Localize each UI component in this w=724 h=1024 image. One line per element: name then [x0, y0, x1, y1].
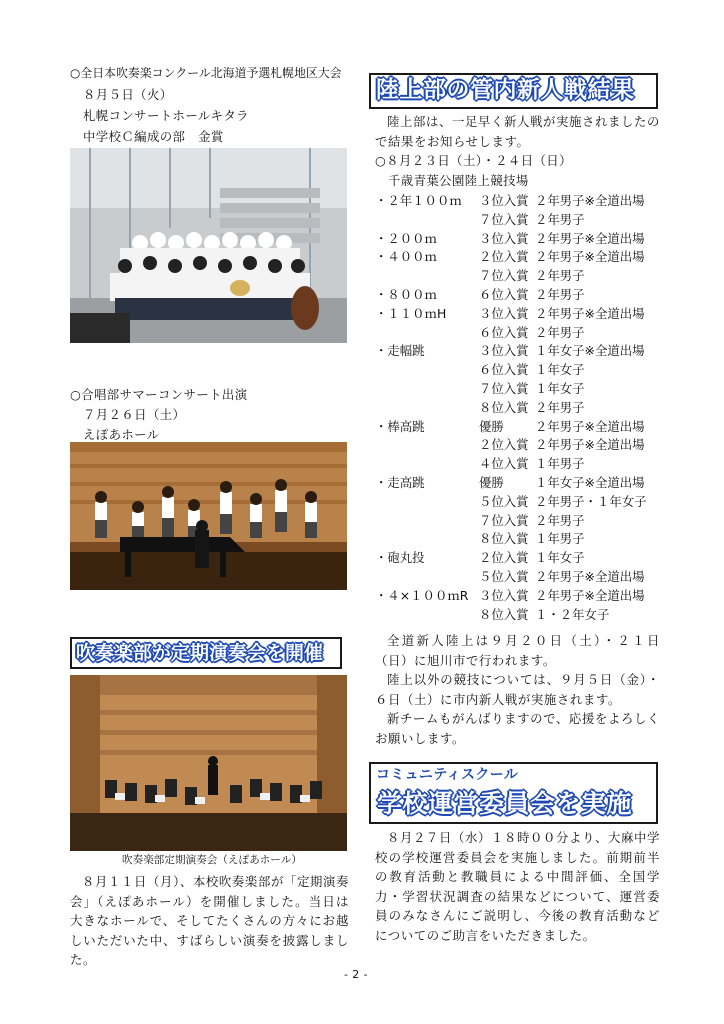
- result-detail: １年女子: [535, 550, 585, 566]
- concert-date: ８月５日（火）: [83, 87, 173, 102]
- result-detail: ２年男子: [535, 287, 585, 302]
- result-detail: １年女子※全道出場: [535, 343, 645, 359]
- result-detail: ２年男子※全道出場: [535, 230, 645, 246]
- result-rank: 優勝: [479, 418, 504, 434]
- band-photo-caption: 吹奏楽部定期演奏会（えぽあホール）: [122, 854, 302, 866]
- result-event: ・砲丸投: [375, 550, 425, 566]
- result-detail: １年男子: [535, 456, 585, 472]
- track-date: ○８月２３日（土）・２４日（日）: [375, 153, 572, 168]
- result-event: ・１１０ｍH: [375, 305, 447, 321]
- choir-stage-photo: [70, 442, 347, 590]
- track-para-1: 全道新人陸上は９月２０日（土）・２１日（日）に旭川市で行われます。: [375, 633, 660, 668]
- concert-venue: 札幌コンサートホールキタラ: [83, 108, 249, 123]
- track-intro: 陸上部は、一足早く新人戦が実施されましたので結果をお知らせします。: [375, 114, 660, 149]
- band-concert-photo: [70, 675, 347, 851]
- track-heading: 陸上部の管内新人戦結果: [376, 77, 635, 103]
- result-detail: ２年男子※全道出場: [535, 587, 645, 603]
- result-rank: ３位入賞: [479, 587, 529, 603]
- band-concert-paragraph: ８月１１日（月）、本校吹奏楽部が「定期演奏会」（えぽあホール）を開催しました。当日は大きなホールで、そしてたくさんの方々にお越しいただいた中、すばらしい演奏を披露しました。: [70, 874, 349, 967]
- result-detail: ２年男子※全道出場: [535, 249, 645, 265]
- result-rank: ５位入賞: [479, 493, 529, 509]
- result-detail: １・２年女子: [535, 606, 610, 622]
- result-detail: ２年男子※全道出場: [535, 193, 645, 208]
- result-rank: ２位入賞: [479, 550, 529, 566]
- result-rank: ３位入賞: [479, 305, 529, 321]
- band-lobby-photo: [70, 148, 347, 343]
- result-event: ・４００ｍ: [375, 249, 437, 265]
- result-detail: １年男子: [535, 531, 585, 547]
- result-rank: ７位入賞: [479, 268, 529, 284]
- result-detail: ２年男子※全道出場: [535, 305, 645, 321]
- result-rank: ３位入賞: [479, 230, 529, 246]
- result-event: ・２００ｍ: [375, 230, 437, 246]
- result-rank: ８位入賞: [479, 399, 529, 415]
- page-number: - 2 -: [344, 968, 368, 981]
- result-rank: ３位入賞: [479, 193, 529, 208]
- result-event: ・２年１００ｍ: [375, 193, 462, 208]
- community-paragraph: ８月２７日（水）１８時００分より、大麻中学校の学校運営委員会を実施しました。前期前半の教育活動と教職員による中間評価、全国学力・学習状況調査の結果などについて、運営委員のみなさんにご説明し、今後の教育活動などについてのご助言をいただきました。: [375, 830, 660, 943]
- result-detail: ２年男子: [535, 512, 585, 528]
- result-rank: ２位入賞: [479, 249, 529, 265]
- community-heading: 学校運営委員会を実施: [377, 789, 633, 818]
- result-event: ・棒高跳: [375, 418, 425, 434]
- result-rank: ４位入賞: [479, 456, 529, 472]
- result-rank: ７位入賞: [479, 512, 529, 528]
- result-detail: １年女子※全道出場: [535, 475, 645, 490]
- result-rank: ７位入賞: [479, 381, 529, 396]
- choir-title: ○合唱部サマーコンサート出演: [70, 387, 248, 402]
- result-rank: ６位入賞: [479, 287, 529, 302]
- result-rank: ８位入賞: [479, 606, 529, 622]
- result-event: ・走幅跳: [375, 343, 425, 359]
- track-para-2: 陸上以外の競技については、９月５日（金）・６日（土）に市内新人戦が実施されます。: [375, 672, 660, 707]
- result-detail: ２年男子※全道出場: [535, 437, 645, 453]
- choir-date: ７月２６日（土）: [83, 407, 186, 422]
- result-detail: ２年男子※全道出場: [535, 569, 645, 584]
- result-detail: ２年男子: [535, 268, 585, 284]
- result-rank: ７位入賞: [479, 211, 529, 227]
- track-para-3: 新チームもがんばりますので、応援をよろしくお願いします。: [375, 711, 660, 746]
- result-event: ・８００ｍ: [375, 287, 437, 302]
- result-rank: ５位入賞: [479, 569, 529, 584]
- community-label: コミュニティスクール: [376, 767, 519, 783]
- result-detail: １年女子: [535, 362, 585, 378]
- concert-title: ○全日本吹奏楽コンクール北海道予選札幌地区大会: [70, 66, 342, 80]
- result-detail: ２年男子: [535, 399, 585, 415]
- result-rank: ３位入賞: [479, 343, 529, 359]
- choir-venue: えぽあホール: [83, 427, 160, 442]
- result-detail: ２年男子・１年女子: [535, 493, 647, 509]
- result-rank: ２位入賞: [479, 437, 529, 453]
- result-rank: ６位入賞: [479, 362, 529, 378]
- result-detail: ２年男子: [535, 211, 585, 227]
- result-event: ・走高跳: [375, 475, 425, 490]
- result-rank: ８位入賞: [479, 531, 529, 547]
- result-event: ・４×１００ｍR: [375, 587, 469, 603]
- result-detail: １年女子: [535, 381, 585, 396]
- result-detail: ２年男子※全道出場: [535, 418, 645, 434]
- concert-result: 中学校Ｃ編成の部 金賞: [83, 129, 224, 144]
- track-venue: 千歳青葉公園陸上競技場: [388, 173, 529, 188]
- band-concert-heading: 吹奏楽部が定期演奏会を開催: [76, 642, 324, 664]
- result-detail: ２年男子: [535, 324, 585, 340]
- result-rank: 優勝: [479, 475, 504, 490]
- result-rank: ６位入賞: [479, 324, 529, 340]
